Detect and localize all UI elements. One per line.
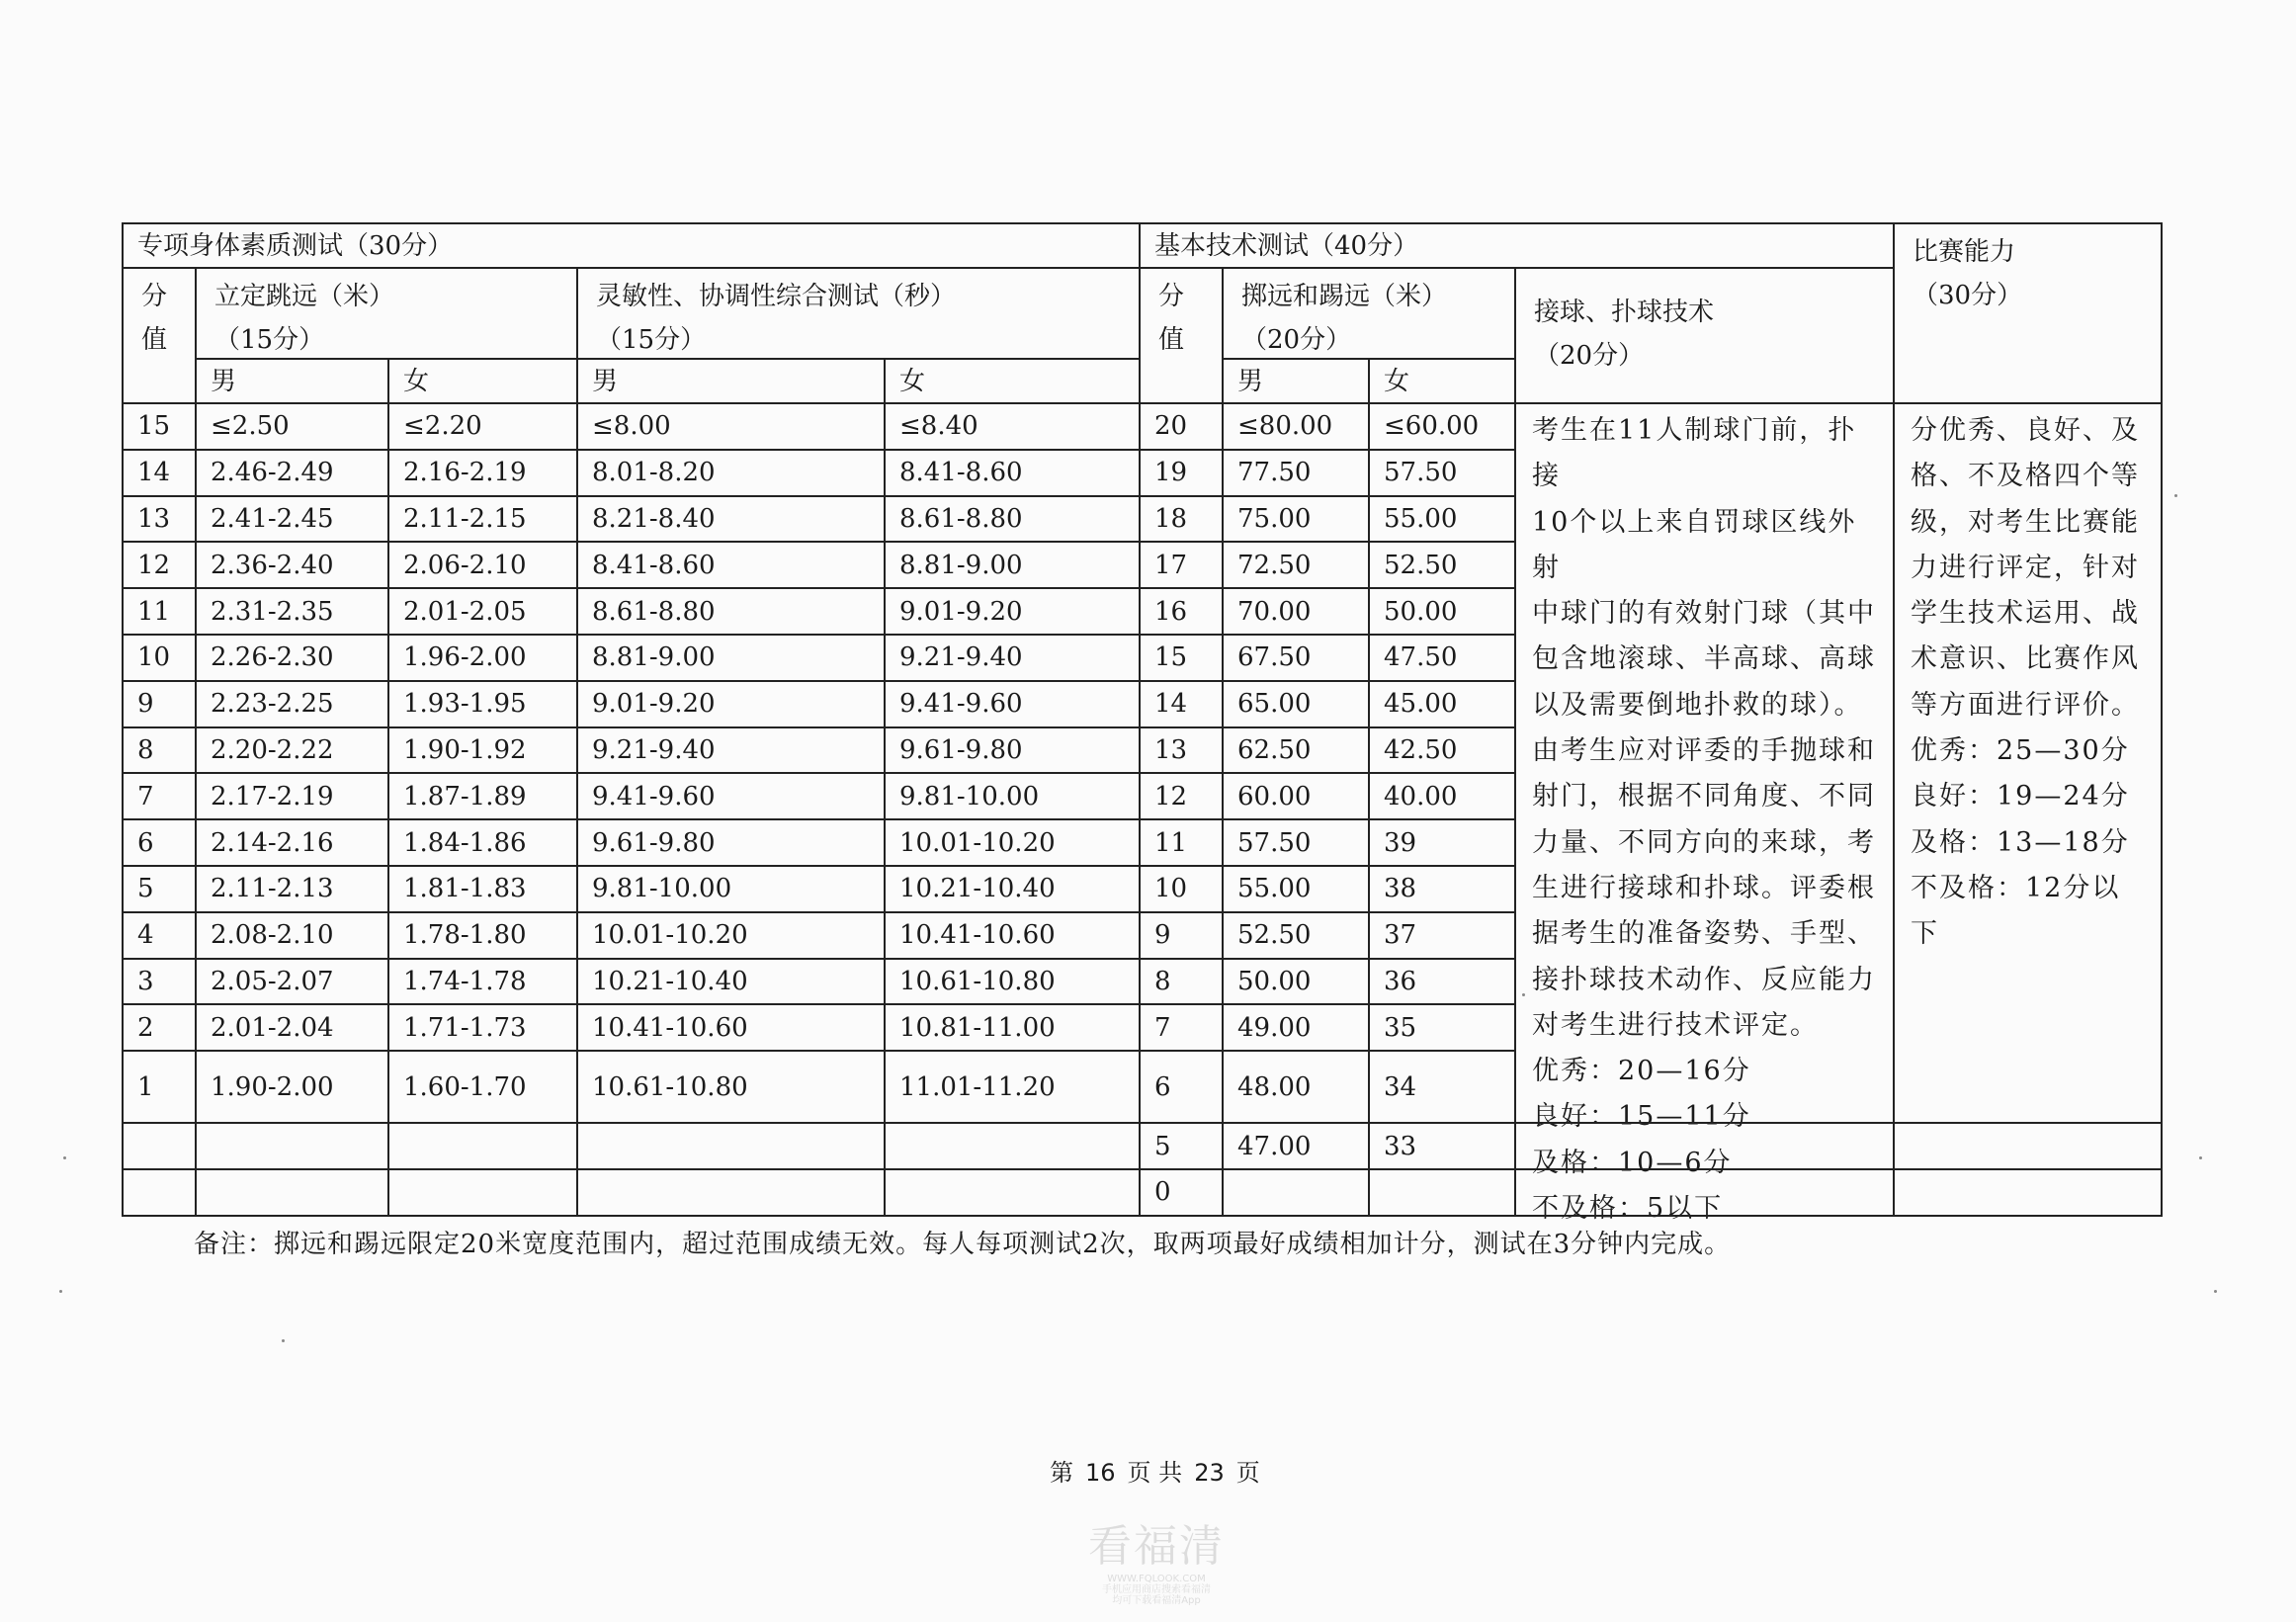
watermark-line2: 均可下载看福清App (1112, 1595, 1201, 1606)
match-ability-description (1893, 402, 2163, 1124)
table-cell-throw-male: 65.00 (1222, 680, 1370, 728)
table-cell-throw-female: 52.50 (1368, 541, 1516, 589)
header-catch-save-line: （20分） (1534, 341, 1645, 371)
header-match-ability (1893, 222, 2163, 404)
table-cell-agi_f: 10.01-10.20 (884, 818, 1141, 867)
catch-save-description-line: 对考生进行技术评定。 (1532, 1009, 1819, 1041)
table-cell-jump_f: 2.01-2.05 (387, 587, 578, 636)
table-cell-throw-score: 5 (1139, 1122, 1224, 1170)
empty-cell (1514, 1168, 1895, 1217)
table-cell-jump_f (387, 1122, 578, 1170)
table-cell-throw-male: 52.50 (1222, 911, 1370, 960)
table-cell-throw-male: 57.50 (1222, 818, 1370, 867)
table-cell-jump_m: 2.11-2.13 (195, 865, 389, 913)
scan-speck (2199, 1156, 2202, 1159)
catch-save-description-line: 力量、不同方向的来球，考 (1532, 826, 1876, 858)
scan-speck (282, 1339, 285, 1342)
table-note: 备注：掷远和踢远限定20米宽度范围内，超过范围成绩无效。每人每项测试2次，取两项最好成绩相加计分，测试在3分钟内完成。 (194, 1230, 1732, 1259)
table-cell-agi_m (576, 1122, 886, 1170)
table-cell-throw-score: 12 (1139, 772, 1224, 820)
header-score-left (122, 267, 197, 404)
table-cell-agi_m: 9.21-9.40 (576, 726, 886, 775)
scan-speck (1522, 993, 1525, 996)
table-cell-agi_f: 10.21-10.40 (884, 865, 1141, 913)
scan-speck (63, 1156, 66, 1159)
header-agility-line: 灵敏性、协调性综合测试（秒） (596, 282, 957, 311)
table-cell-throw-male: 60.00 (1222, 772, 1370, 820)
table-cell-throw-male: 49.00 (1222, 1003, 1370, 1052)
watermark (1077, 1510, 1235, 1606)
table-cell-score: 4 (122, 911, 197, 960)
match-ability-description-line: 优秀：25—30分 (1911, 735, 2130, 767)
table-cell-jump_f: 2.11-2.15 (387, 495, 578, 544)
table-cell-jump_f: 1.87-1.89 (387, 772, 578, 820)
watermark-brand: 看福清 (1088, 1521, 1225, 1572)
table-cell-agi_m: 9.61-9.80 (576, 818, 886, 867)
table-cell-throw-female: 38 (1368, 865, 1516, 913)
catch-save-description-line: 接扑球技术动作、反应能力 (1532, 964, 1876, 995)
table-cell-throw-female: 33 (1368, 1122, 1516, 1170)
table-cell-jump_f (387, 1168, 578, 1217)
table-cell-score (122, 1168, 197, 1217)
table-cell-agi_f: 8.81-9.00 (884, 541, 1141, 589)
table-cell-throw-score: 18 (1139, 495, 1224, 544)
table-cell-score: 11 (122, 587, 197, 636)
match-ability-description-line: 学生技术运用、战 (1911, 598, 2140, 630)
table-cell-agi_f: 10.81-11.00 (884, 1003, 1141, 1052)
table-cell-throw-score: 6 (1139, 1050, 1224, 1124)
table-cell-throw-female: ≤60.00 (1368, 402, 1516, 451)
header-standing-jump-line: （15分） (214, 325, 325, 355)
table-cell-agi_m: 8.61-8.80 (576, 587, 886, 636)
table-cell-jump_f: 1.81-1.83 (387, 865, 578, 913)
header-match-ability-line: 比赛能力 (1913, 237, 2016, 267)
table-cell-throw-female: 37 (1368, 911, 1516, 960)
table-cell-throw-score: 15 (1139, 634, 1224, 682)
page-mid: 页 共 (1127, 1459, 1183, 1487)
page-number (1044, 1453, 1266, 1488)
table-cell-jump_m: 2.08-2.10 (195, 911, 389, 960)
watermark-line1: 手机应用商店搜索看福清 (1102, 1584, 1211, 1595)
header-score-right (1139, 267, 1224, 404)
header-score-left-line: 值 (141, 325, 168, 355)
table-cell-throw-female: 57.50 (1368, 449, 1516, 497)
table-cell-throw-male: 55.00 (1222, 865, 1370, 913)
table-cell-agi_f: 9.21-9.40 (884, 634, 1141, 682)
catch-save-description-line: 及格：10—6分 (1532, 1147, 1733, 1178)
table-cell-throw-score: 17 (1139, 541, 1224, 589)
table-cell-jump_f: 1.78-1.80 (387, 911, 578, 960)
table-cell-jump_f: 1.60-1.70 (387, 1050, 578, 1124)
table-cell-agi_m: 10.61-10.80 (576, 1050, 886, 1124)
table-cell-jump_m: 2.01-2.04 (195, 1003, 389, 1052)
table-cell-agi_m: 9.81-10.00 (576, 865, 886, 913)
section-title-technique: 基本技术测试（40分） (1139, 222, 1895, 269)
table-cell-throw-female (1368, 1168, 1516, 1217)
table-cell-agi_f: 11.01-11.20 (884, 1050, 1141, 1124)
table-cell-throw-female: 35 (1368, 1003, 1516, 1052)
table-cell-agi_f: 10.41-10.60 (884, 911, 1141, 960)
header-catch-save (1514, 267, 1895, 404)
table-cell-agi_m: 10.21-10.40 (576, 958, 886, 1006)
table-cell-agi_f (884, 1168, 1141, 1217)
table-cell-throw-male: 75.00 (1222, 495, 1370, 544)
match-ability-description-line: 分优秀、良好、及 (1911, 415, 2140, 446)
catch-save-description-line: 10个以上来自罚球区线外射 (1532, 506, 1857, 583)
table-cell-throw-female: 42.50 (1368, 726, 1516, 775)
header-match-ability-line: （30分） (1913, 281, 2023, 310)
page-suffix: 页 (1235, 1459, 1260, 1487)
table-cell-score: 1 (122, 1050, 197, 1124)
table-cell-throw-male: 67.50 (1222, 634, 1370, 682)
table-cell-score: 7 (122, 772, 197, 820)
table-cell-throw-score: 14 (1139, 680, 1224, 728)
table-cell-throw-male: ≤80.00 (1222, 402, 1370, 451)
scan-speck (59, 1290, 62, 1293)
gender-female-agility: 女 (884, 358, 1141, 404)
header-score-right-line: 值 (1158, 325, 1185, 355)
table-cell-jump_m: 2.23-2.25 (195, 680, 389, 728)
catch-save-description-line: 优秀：20—16分 (1532, 1056, 1751, 1087)
section-title-physical: 专项身体素质测试（30分） (122, 222, 1141, 269)
table-cell-agi_m: 8.21-8.40 (576, 495, 886, 544)
table-cell-throw-score: 10 (1139, 865, 1224, 913)
table-cell-throw-male: 47.00 (1222, 1122, 1370, 1170)
gender-female-jump: 女 (387, 358, 578, 404)
table-cell-score: 6 (122, 818, 197, 867)
table-cell-throw-score: 20 (1139, 402, 1224, 451)
table-cell-score: 10 (122, 634, 197, 682)
header-standing-jump (195, 267, 578, 360)
table-cell-throw-score: 7 (1139, 1003, 1224, 1052)
scan-speck (2214, 1290, 2217, 1293)
table-cell-agi_m: 8.01-8.20 (576, 449, 886, 497)
catch-save-description-line: 考生在11人制球门前，扑接 (1532, 415, 1857, 492)
catch-save-description-line: 良好：15—11分 (1532, 1101, 1751, 1133)
header-throw-kick-line: 掷远和踢远（米） (1241, 282, 1448, 311)
table-cell-throw-score: 19 (1139, 449, 1224, 497)
scan-speck (2174, 494, 2177, 497)
header-throw-kick-line: （20分） (1241, 325, 1352, 355)
table-cell-throw-score: 0 (1139, 1168, 1224, 1217)
catch-save-description-line: 由考生应对评委的手抛球和 (1532, 735, 1876, 767)
catch-save-description-line: 中球门的有效射门球（其中 (1532, 598, 1876, 630)
empty-cell (1514, 1122, 1895, 1170)
table-cell-jump_m: 2.20-2.22 (195, 726, 389, 775)
table-cell-score: 3 (122, 958, 197, 1006)
table-cell-score (122, 1122, 197, 1170)
catch-save-description-line: 射门，根据不同角度、不同 (1532, 781, 1876, 812)
table-cell-jump_m: 2.31-2.35 (195, 587, 389, 636)
gender-female-throw: 女 (1368, 358, 1516, 404)
table-cell-throw-female: 36 (1368, 958, 1516, 1006)
table-cell-agi_m: 8.81-9.00 (576, 634, 886, 682)
gender-male-agility: 男 (576, 358, 886, 404)
match-ability-description-line: 不及格：12分以下 (1911, 872, 2121, 950)
table-cell-jump_f: 1.96-2.00 (387, 634, 578, 682)
table-cell-throw-female: 55.00 (1368, 495, 1516, 544)
table-cell-score: 8 (122, 726, 197, 775)
match-ability-description-line: 良好：19—24分 (1911, 781, 2130, 812)
table-cell-jump_f: 2.06-2.10 (387, 541, 578, 589)
catch-save-description-line: 包含地滚球、半高球、高球 (1532, 643, 1876, 675)
table-cell-jump_f: 1.71-1.73 (387, 1003, 578, 1052)
table-cell-jump_m: 2.36-2.40 (195, 541, 389, 589)
table-cell-throw-female: 34 (1368, 1050, 1516, 1124)
table-cell-agi_f: 9.41-9.60 (884, 680, 1141, 728)
table-cell-agi_f: 9.61-9.80 (884, 726, 1141, 775)
table-cell-agi_m: 10.41-10.60 (576, 1003, 886, 1052)
table-cell-agi_f: 9.01-9.20 (884, 587, 1141, 636)
table-cell-agi_f: 8.61-8.80 (884, 495, 1141, 544)
table-cell-throw-score: 11 (1139, 818, 1224, 867)
table-cell-jump_m: 2.17-2.19 (195, 772, 389, 820)
table-cell-jump_m (195, 1122, 389, 1170)
table-cell-agi_f: 10.61-10.80 (884, 958, 1141, 1006)
catch-save-description (1514, 402, 1895, 1225)
table-cell-agi_m: 10.01-10.20 (576, 911, 886, 960)
table-cell-agi_f (884, 1122, 1141, 1170)
table-cell-throw-female: 50.00 (1368, 587, 1516, 636)
table-cell-agi_m (576, 1168, 886, 1217)
match-ability-description-line: 及格：13—18分 (1911, 826, 2130, 858)
match-ability-description-line: 力进行评定，针对 (1911, 552, 2140, 583)
match-ability-description-line: 级，对考生比赛能 (1911, 506, 2140, 538)
table-cell-jump_f: 1.90-1.92 (387, 726, 578, 775)
header-score-left-line: 分 (141, 282, 168, 311)
catch-save-description-line: 据考生的准备姿势、手型、 (1532, 918, 1876, 950)
table-cell-throw-male (1222, 1168, 1370, 1217)
table-cell-score: 5 (122, 865, 197, 913)
table-cell-agi_f: 8.41-8.60 (884, 449, 1141, 497)
header-throw-kick (1222, 267, 1516, 360)
table-cell-agi_m: ≤8.00 (576, 402, 886, 451)
table-cell-jump_f: 1.84-1.86 (387, 818, 578, 867)
page-prefix: 第 (1050, 1459, 1073, 1487)
page-total: 23 (1194, 1459, 1225, 1487)
table-cell-score: 14 (122, 449, 197, 497)
header-standing-jump-line: 立定跳远（米） (214, 282, 395, 311)
table-cell-throw-score: 16 (1139, 587, 1224, 636)
table-cell-agi_f: ≤8.40 (884, 402, 1141, 451)
empty-cell (1893, 1168, 2163, 1217)
table-cell-throw-male: 48.00 (1222, 1050, 1370, 1124)
table-cell-jump_m: 2.05-2.07 (195, 958, 389, 1006)
table-cell-agi_f: 9.81-10.00 (884, 772, 1141, 820)
header-catch-save-line: 接球、扑球技术 (1534, 298, 1715, 327)
watermark-url: WWW.FQLOOK.COM (1107, 1574, 1206, 1584)
table-cell-throw-score: 13 (1139, 726, 1224, 775)
table-cell-throw-score: 8 (1139, 958, 1224, 1006)
table-cell-score: 12 (122, 541, 197, 589)
match-ability-description-line: 等方面进行评价。 (1911, 689, 2140, 721)
table-cell-throw-female: 39 (1368, 818, 1516, 867)
table-cell-jump_f: 1.93-1.95 (387, 680, 578, 728)
table-cell-score: 2 (122, 1003, 197, 1052)
table-cell-throw-female: 47.50 (1368, 634, 1516, 682)
table-cell-throw-score: 9 (1139, 911, 1224, 960)
table-cell-score: 15 (122, 402, 197, 451)
page-current: 16 (1085, 1459, 1116, 1487)
table-cell-jump_m: 2.26-2.30 (195, 634, 389, 682)
table-cell-throw-female: 40.00 (1368, 772, 1516, 820)
table-cell-jump_m: 2.14-2.16 (195, 818, 389, 867)
table-cell-jump_m: 2.41-2.45 (195, 495, 389, 544)
table-cell-throw-male: 62.50 (1222, 726, 1370, 775)
empty-cell (1893, 1122, 2163, 1170)
table-cell-agi_m: 8.41-8.60 (576, 541, 886, 589)
catch-save-description-line: 不及格：5以下 (1532, 1193, 1724, 1225)
table-cell-jump_f: 2.16-2.19 (387, 449, 578, 497)
header-agility (576, 267, 1141, 360)
table-cell-agi_m: 9.41-9.60 (576, 772, 886, 820)
table-cell-throw-male: 72.50 (1222, 541, 1370, 589)
gender-male-jump: 男 (195, 358, 389, 404)
table-cell-jump_f: ≤2.20 (387, 402, 578, 451)
header-score-right-line: 分 (1158, 282, 1185, 311)
table-cell-throw-male: 50.00 (1222, 958, 1370, 1006)
table-cell-jump_m: ≤2.50 (195, 402, 389, 451)
table-cell-jump_m (195, 1168, 389, 1217)
table-cell-throw-male: 77.50 (1222, 449, 1370, 497)
table-cell-agi_m: 9.01-9.20 (576, 680, 886, 728)
table-cell-jump_m: 2.46-2.49 (195, 449, 389, 497)
catch-save-description-line: 以及需要倒地扑救的球）。 (1532, 689, 1863, 721)
table-cell-score: 13 (122, 495, 197, 544)
table-cell-score: 9 (122, 680, 197, 728)
table-cell-jump_f: 1.74-1.78 (387, 958, 578, 1006)
table-cell-throw-male: 70.00 (1222, 587, 1370, 636)
gender-male-throw: 男 (1222, 358, 1370, 404)
header-agility-line: （15分） (596, 325, 707, 355)
catch-save-description-line: 生进行接球和扑球。评委根 (1532, 872, 1876, 903)
match-ability-description-line: 格、不及格四个等 (1911, 461, 2140, 492)
table-cell-jump_m: 1.90-2.00 (195, 1050, 389, 1124)
table-cell-throw-female: 45.00 (1368, 680, 1516, 728)
match-ability-description-line: 术意识、比赛作风 (1911, 643, 2140, 675)
